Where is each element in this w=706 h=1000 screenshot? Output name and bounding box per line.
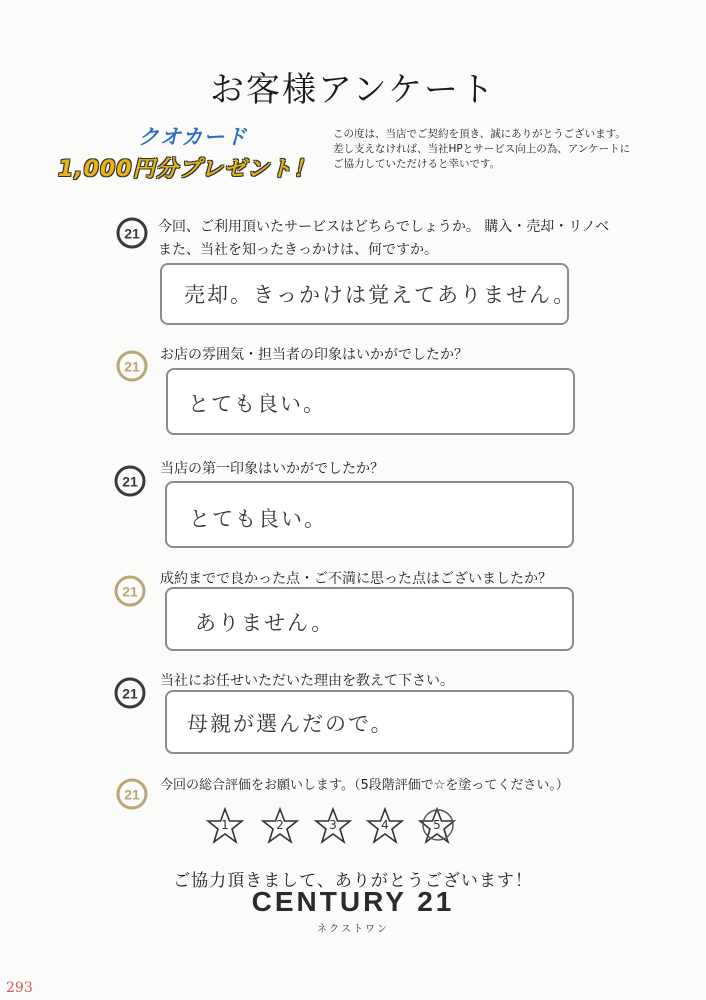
answer-5-handwriting: 母親が選んだので。	[187, 712, 394, 736]
intro-line: 差し支えなければ、当社HPとサービス向上の為、アンケートに	[333, 143, 631, 155]
answer-box-3[interactable]	[165, 481, 574, 548]
century21-logo-icon	[116, 778, 148, 810]
rating-star-label: 1	[221, 818, 229, 832]
century21-logo-icon	[114, 575, 146, 607]
svg-text:21: 21	[122, 685, 138, 702]
question-5: 当社にお任せいただいた理由を教えて下さい。	[160, 673, 454, 689]
question-1-line-2: また、当社を知ったきっかけは、何ですか。	[158, 242, 438, 258]
rating-star-1[interactable]	[205, 806, 245, 846]
answer-3-handwriting: とても良い。	[189, 507, 327, 531]
thanks-message: ご協力頂きまして、ありがとうございます！	[173, 871, 533, 891]
promo-gift-amount: 1,000円分プレゼント！	[58, 157, 316, 182]
rating-stars	[205, 806, 465, 846]
svg-text:21: 21	[122, 473, 138, 490]
svg-text:21: 21	[124, 786, 140, 803]
question-6: 今回の総合評価をお願いします。（5段階評価で☆を塗ってください。）	[160, 778, 569, 793]
rating-star-label: 3	[329, 818, 337, 832]
page-number: 293	[6, 980, 33, 996]
promo-quo-card: クオカード	[138, 125, 248, 149]
intro-line: この度は、当店でご契約を頂き、誠にありがとうございます。	[333, 128, 626, 140]
rating-star-4[interactable]	[365, 806, 405, 846]
page-title: お客様アンケート	[210, 70, 496, 110]
answer-box-1[interactable]	[160, 263, 577, 325]
svg-text:21: 21	[124, 225, 140, 242]
svg-text:21: 21	[124, 358, 140, 375]
answer-box-4[interactable]	[165, 587, 574, 651]
answer-box-2[interactable]	[166, 368, 575, 435]
rating-star-label: 5	[433, 818, 441, 832]
century21-logo-icon	[116, 217, 148, 249]
svg-text:21: 21	[122, 583, 138, 600]
century21-logo-icon	[114, 677, 146, 709]
answer-1-handwriting: 売却。きっかけは覚えてありません。	[184, 283, 577, 307]
answer-box-5[interactable]	[165, 690, 574, 754]
century21-logo-icon	[116, 350, 148, 382]
rating-star-5[interactable]	[417, 806, 457, 846]
rating-star-2[interactable]	[260, 806, 300, 846]
brand-subtitle: ネクストワン	[317, 924, 389, 935]
rating-star-label: 2	[276, 818, 284, 832]
rating-star-3[interactable]	[313, 806, 353, 846]
question-1-line-1: 今回、ご利用頂いたサービスはどちらでしょうか。 購入・売却・リノベ	[158, 219, 610, 235]
answer-4-handwriting: ありません。	[195, 611, 335, 635]
brand-logo: CENTURY 21	[251, 886, 455, 917]
question-2: お店の雰囲気・担当者の印象はいかがでしたか？	[160, 347, 468, 363]
rating-star-label: 4	[381, 818, 389, 832]
century21-logo-icon	[114, 465, 146, 497]
question-4: 成約までで良かった点・ご不満に思った点はございましたか？	[160, 571, 552, 587]
intro-line: ご協力していただけると幸いです。	[333, 158, 501, 170]
answer-2-handwriting: とても良い。	[188, 392, 326, 416]
question-3: 当店の第一印象はいかがでしたか？	[160, 461, 384, 477]
intro-text	[333, 127, 663, 172]
